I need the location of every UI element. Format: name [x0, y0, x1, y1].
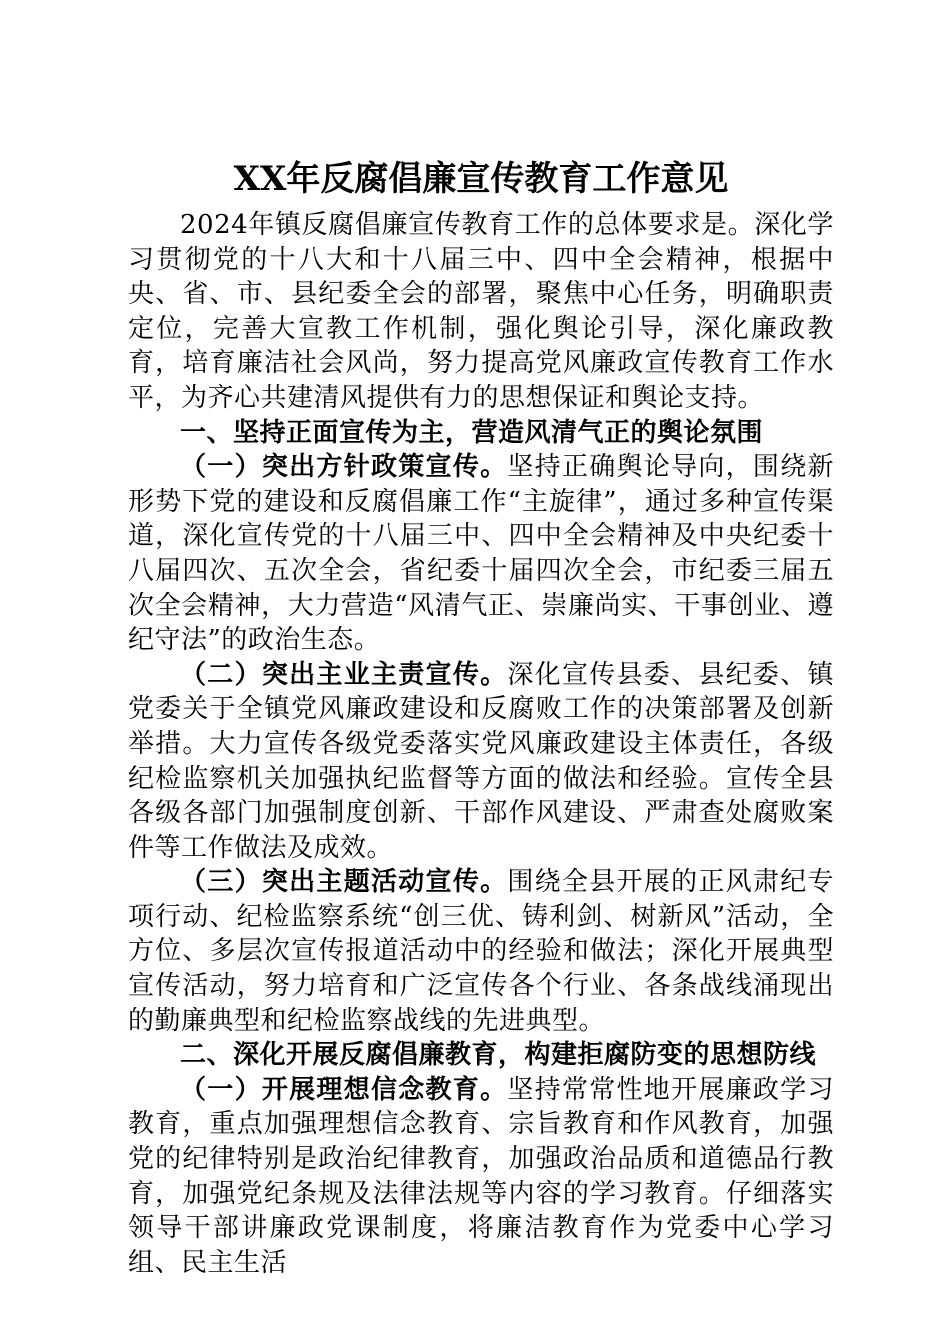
section-1-item-1 [128, 450, 834, 658]
item-body: 围绕全县开展的正风肃纪专项行动、纪检监察系统“创三优、铸利剑、树新风”活动，全方位、多层次宣传报道活动中的经验和做法；深化开展典型宣传活动，努力培育和广泛宣传各个行业、各条战线涌现出的勤廉典型和纪检监察战线的先进典型。 [128, 867, 834, 1036]
section-heading-1: 一、坚持正面宣传为主，营造风清气正的舆论氛围 [180, 417, 764, 448]
item-body: 坚持常常性地开展廉政学习教育，重点加强理想信念教育、宗旨教育和作风教育，加强党的纪律特别是政治纪律教育，加强政治品质和道德品行教育，加强党纪条规及法律法规等内容的学习教育。仔细落实领导干部讲廉政党课制度，将廉洁教育作为党委中心学习组、民主生活 [128, 1074, 834, 1278]
item-body: 坚持正确舆论导向，围绕新形势下党的建设和反腐倡廉工作“主旋律”，通过多种宣传渠道，深化宣传党的十八届三中、四中全会精神及中央纪委十八届四次、五次全会，省纪委十届四次全会，市纪委三届五次全会精神，大力营造“风清气正、崇廉尚实、干事创业、遵纪守法”的政治生态。 [128, 452, 834, 656]
section-heading-2: 二、深化开展反腐倡廉教育，构建拒腐防变的思想防线 [180, 1040, 817, 1071]
document-title: XX年反腐倡廉宣传教育工作意见 [233, 159, 729, 199]
item-lead: （二）突出主业主责宣传。 [180, 659, 508, 690]
item-lead: （一）突出方针政策宣传。 [180, 452, 508, 483]
item-lead: （三）突出主题活动宣传。 [180, 867, 508, 898]
section-1-item-3 [128, 865, 834, 1038]
document-page [128, 150, 834, 1280]
section-1-item-2 [128, 658, 834, 866]
section-2-item-1 [128, 1073, 834, 1281]
intro-paragraph: 2024年镇反腐倡廉宣传教育工作的总体要求是。深化学习贯彻党的十八大和十八届三中、四中全会精神，根据中央、省、市、县纪委全会的部署，聚焦中心任务，明确职责定位，完善大宣教工作机制，强化舆论引导，深化廉政教育，培育廉洁社会风尚，努力提高党风廉政宣传教育工作水平，为齐心共建清风提供有力的思想保证和舆论支持。 [128, 210, 834, 413]
item-body: 深化宣传县委、县纪委、镇党委关于全镇党风廉政建设和反腐败工作的决策部署及创新举措。大力宣传各级党委落实党风廉政建设主体责任，各级纪检监察机关加强执纪监督等方面的做法和经验。宣传全县各级各部门加强制度创新、干部作风建设、严肃查处腐败案件等工作做法及成效。 [128, 659, 834, 863]
item-lead: （一）开展理想信念教育。 [180, 1074, 508, 1105]
